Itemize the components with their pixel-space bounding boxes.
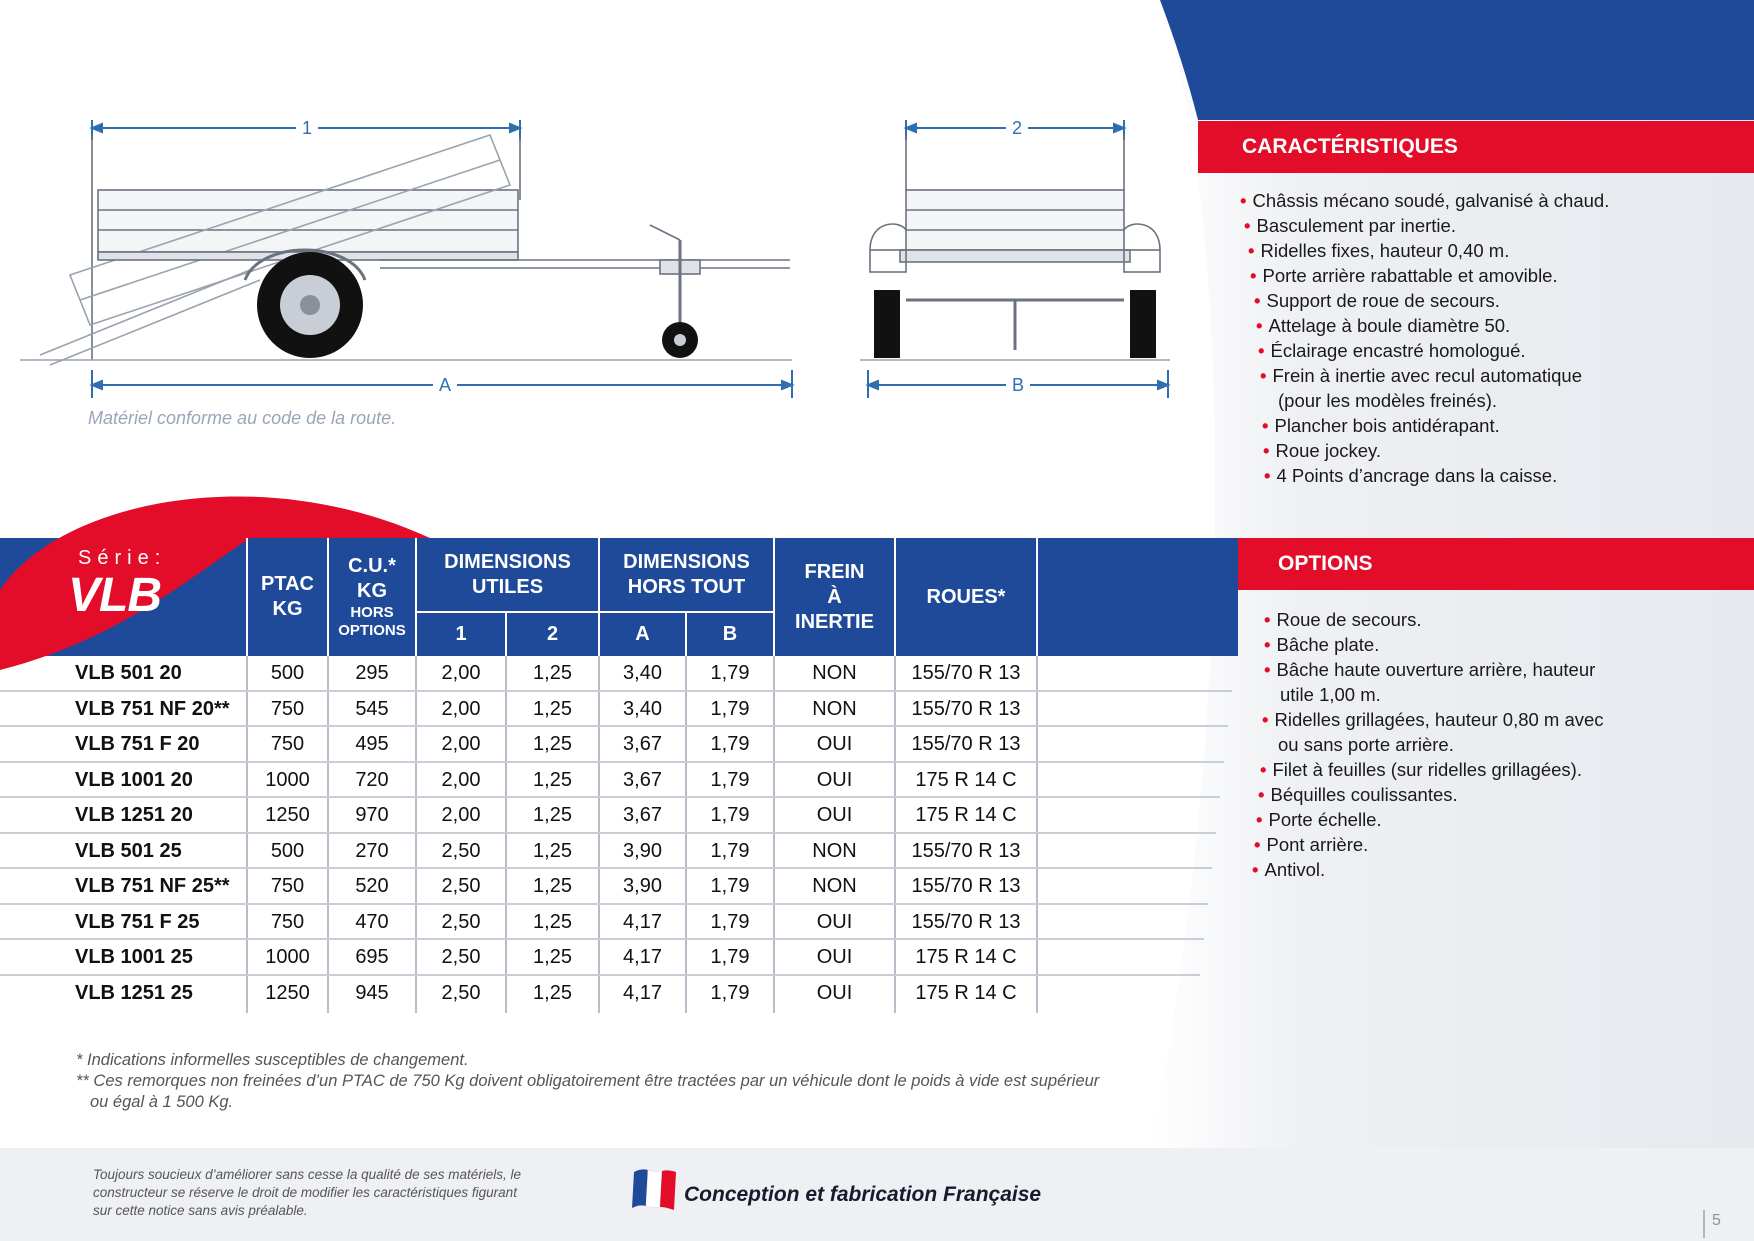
cell-dim-1: 2,00 xyxy=(441,697,481,720)
cell-dim-1: 2,00 xyxy=(441,662,481,684)
list-item: • Roue jockey. xyxy=(1263,440,1382,461)
cell-model: VLB 751 NF 20** xyxy=(75,697,230,720)
options-title: OPTIONS xyxy=(1278,552,1373,575)
cell-ptac: 750 xyxy=(270,875,305,897)
series-name: VLB xyxy=(68,569,161,622)
list-item: • Ridelles fixes, hauteur 0,40 m. xyxy=(1248,240,1510,261)
cell-dim-a: 4,17 xyxy=(623,981,662,1004)
cell-dim-2: 1,25 xyxy=(533,662,572,684)
cell-cu: 470 xyxy=(355,910,389,933)
characteristics-title: CARACTÉRISTIQUES xyxy=(1242,135,1458,158)
list-item: • Bâche haute ouverture arrière, hauteur utile 1,00 m. xyxy=(1254,657,1734,707)
cell-roues: 155/70 R 13 xyxy=(911,697,1021,720)
cell-cu: 695 xyxy=(355,946,389,968)
table-row xyxy=(0,905,1220,941)
list-item: • Frein à inertie avec recul automatique (pour les modèles freinés). xyxy=(1236,363,1716,413)
cell-dim-b: 1,79 xyxy=(710,839,750,862)
list-item: • Porte arrière rabattable et amovible. xyxy=(1250,265,1558,286)
cell-dim-2: 1,25 xyxy=(533,697,572,720)
list-item: • Pont arrière. xyxy=(1254,834,1369,855)
cell-dim-a: 3,67 xyxy=(623,768,662,791)
bullet-icon: • xyxy=(1264,634,1271,655)
bullet-icon: • xyxy=(1263,440,1270,461)
cell-roues: 175 R 14 C xyxy=(915,768,1017,791)
cell-cu: 295 xyxy=(355,662,389,684)
french-flag-icon xyxy=(632,1166,678,1212)
header-sub-b: B xyxy=(722,623,738,645)
bullet-icon: • xyxy=(1252,859,1259,880)
list-item: • Support de roue de secours. xyxy=(1254,290,1500,311)
cell-dim-b: 1,79 xyxy=(710,662,750,684)
bullet-icon: • xyxy=(1260,759,1267,780)
cell-dim-2: 1,25 xyxy=(533,839,572,862)
cell-frein: OUI xyxy=(816,946,853,968)
cell-dim-2: 1,25 xyxy=(533,875,572,897)
list-item-continuation: ou sans porte arrière. xyxy=(1278,734,1454,755)
cell-ptac: 1000 xyxy=(265,946,310,968)
characteristics-header xyxy=(1198,121,1754,173)
cell-frein: NON xyxy=(812,839,857,862)
cell-dim-b: 1,79 xyxy=(710,804,750,826)
list-item: • Basculement par inertie. xyxy=(1244,215,1456,236)
cell-dim-a: 4,17 xyxy=(623,910,662,933)
header-sub-1: 1 xyxy=(455,623,467,645)
header-dimensions-utiles: DIMENSIONS UTILES xyxy=(444,551,571,598)
cell-roues: 155/70 R 13 xyxy=(911,839,1021,862)
cell-dim-1: 2,00 xyxy=(441,804,481,826)
list-item: • Éclairage encastré homologué. xyxy=(1258,340,1526,361)
cell-cu: 945 xyxy=(355,981,389,1004)
header-dimensions-hors-tout: DIMENSIONS HORS TOUT xyxy=(623,551,750,598)
cell-dim-2: 1,25 xyxy=(533,981,572,1004)
cell-roues: 155/70 R 13 xyxy=(911,910,1021,933)
footnote-2: ** Ces remorques non freinées d’un PTAC de 750 Kg doivent obligatoirement être tractées par un véhicule dont le poids à vide est supérieur ou égal à 1 500 Kg. xyxy=(76,1072,1100,1111)
cell-dim-a: 3,90 xyxy=(623,875,662,897)
cell-cu: 270 xyxy=(355,839,389,862)
dimension-label-b: B xyxy=(1006,375,1030,395)
cell-roues: 175 R 14 C xyxy=(915,946,1017,968)
list-item: • 4 Points d’ancrage dans la caisse. xyxy=(1264,465,1558,486)
list-item: • Châssis mécano soudé, galvanisé à chaud. xyxy=(1240,190,1610,211)
cell-cu: 520 xyxy=(355,875,389,897)
cell-dim-b: 1,79 xyxy=(710,981,750,1004)
cell-ptac: 750 xyxy=(270,697,305,720)
cell-ptac: 500 xyxy=(270,662,305,684)
cell-model: VLB 1001 20 xyxy=(75,768,193,791)
table-row xyxy=(0,656,1220,692)
cell-roues: 155/70 R 13 xyxy=(911,875,1021,897)
cell-frein: OUI xyxy=(816,981,853,1004)
list-item-continuation: (pour les modèles freinés). xyxy=(1278,390,1498,411)
cell-dim-a: 3,40 xyxy=(623,662,662,684)
table-row xyxy=(0,763,1220,799)
bullet-icon: • xyxy=(1264,465,1271,486)
list-item: • Plancher bois antidérapant. xyxy=(1262,415,1500,436)
list-item: • Antivol. xyxy=(1252,859,1326,880)
header-divider xyxy=(1036,538,1038,656)
bullet-icon: • xyxy=(1262,709,1269,730)
bullet-icon: • xyxy=(1262,415,1269,436)
cell-frein: OUI xyxy=(816,804,853,826)
table-row xyxy=(0,727,1220,763)
characteristics-list xyxy=(1236,188,1716,488)
cell-model: VLB 751 F 25 xyxy=(75,910,200,933)
cell-roues: 175 R 14 C xyxy=(915,981,1017,1004)
trailer-side-view-drawing xyxy=(20,110,800,400)
cell-ptac: 500 xyxy=(270,839,305,862)
bullet-icon: • xyxy=(1258,340,1265,361)
list-item: • Bâche plate. xyxy=(1264,634,1380,655)
cell-dim-a: 3,67 xyxy=(623,733,662,755)
table-row xyxy=(0,976,1220,1012)
series-label: Série: xyxy=(78,547,167,569)
page-number: 5 xyxy=(1712,1212,1721,1229)
cell-model: VLB 751 F 20 xyxy=(75,733,200,755)
table-row xyxy=(0,798,1220,834)
drawing-compliance-note: Matériel conforme au code de la route. xyxy=(88,408,397,428)
cell-dim-b: 1,79 xyxy=(710,875,750,897)
cell-roues: 175 R 14 C xyxy=(915,804,1017,826)
cell-model: VLB 501 20 xyxy=(75,662,182,684)
options-header xyxy=(1238,538,1754,590)
cell-ptac: 1250 xyxy=(265,804,310,826)
cell-ptac: 750 xyxy=(270,910,305,933)
bullet-icon: • xyxy=(1256,809,1263,830)
footnote-1: * Indications informelles susceptibles de changement. xyxy=(76,1051,469,1069)
cell-model: VLB 1251 20 xyxy=(75,804,193,826)
bullet-icon: • xyxy=(1256,315,1263,336)
cell-dim-1: 2,50 xyxy=(441,946,481,968)
bullet-icon: • xyxy=(1240,190,1247,211)
dimension-label-2: 2 xyxy=(1006,118,1028,138)
list-item-continuation: utile 1,00 m. xyxy=(1280,684,1381,705)
cell-dim-2: 1,25 xyxy=(533,804,572,826)
bullet-icon: • xyxy=(1250,265,1257,286)
cell-cu: 720 xyxy=(355,768,389,791)
cell-dim-1: 2,00 xyxy=(441,768,481,791)
cell-dim-2: 1,25 xyxy=(533,910,572,933)
cell-frein: OUI xyxy=(816,733,853,755)
cell-dim-a: 3,90 xyxy=(623,839,662,862)
cell-frein: NON xyxy=(812,662,857,684)
footnotes xyxy=(76,1050,1116,1113)
cell-cu: 495 xyxy=(355,733,389,755)
cell-dim-b: 1,79 xyxy=(710,768,750,791)
header-frein: FREIN À INERTIE xyxy=(795,560,874,633)
table-row xyxy=(0,692,1220,728)
bullet-icon: • xyxy=(1264,609,1271,630)
bullet-icon: • xyxy=(1244,215,1251,236)
cell-model: VLB 751 NF 25** xyxy=(75,875,230,897)
cell-roues: 155/70 R 13 xyxy=(911,733,1021,755)
cell-model: VLB 501 25 xyxy=(75,839,182,862)
cell-dim-2: 1,25 xyxy=(533,946,572,968)
list-item: • Porte échelle. xyxy=(1256,809,1382,830)
cell-ptac: 1000 xyxy=(265,768,310,791)
cell-cu: 545 xyxy=(355,697,389,720)
cell-ptac: 1250 xyxy=(265,981,310,1004)
cell-dim-2: 1,25 xyxy=(533,733,572,755)
cell-dim-a: 4,17 xyxy=(623,946,662,968)
list-item: • Attelage à boule diamètre 50. xyxy=(1256,315,1511,336)
table-row xyxy=(0,940,1220,976)
cell-dim-1: 2,50 xyxy=(441,981,481,1004)
cell-dim-1: 2,50 xyxy=(441,875,481,897)
cell-dim-b: 1,79 xyxy=(710,733,750,755)
table-row xyxy=(0,869,1220,905)
cell-frein: NON xyxy=(812,875,857,897)
header-roues: ROUES* xyxy=(926,585,1006,608)
bullet-icon: • xyxy=(1254,834,1261,855)
cell-dim-a: 3,67 xyxy=(623,804,662,826)
cell-frein: OUI xyxy=(816,910,853,933)
cell-model: VLB 1251 25 xyxy=(75,981,193,1004)
dimension-label-1: 1 xyxy=(296,118,318,138)
bullet-icon: • xyxy=(1264,659,1271,680)
table-row xyxy=(0,834,1220,870)
bullet-icon: • xyxy=(1248,240,1255,261)
cell-roues: 155/70 R 13 xyxy=(911,662,1021,684)
made-in-france-label: Conception et fabrication Française xyxy=(684,1183,1042,1206)
cell-dim-b: 1,79 xyxy=(710,910,750,933)
dimension-label-a: A xyxy=(433,375,457,395)
options-list xyxy=(1254,607,1734,882)
trailer-rear-view-drawing xyxy=(860,110,1180,400)
page-number-divider xyxy=(1703,1210,1705,1238)
list-item: • Filet à feuilles (sur ridelles grillagées). xyxy=(1260,759,1582,780)
bullet-icon: • xyxy=(1254,290,1261,311)
cell-cu: 970 xyxy=(355,804,389,826)
list-item: • Ridelles grillagées, hauteur 0,80 m avec ou sans porte arrière. xyxy=(1254,707,1734,757)
cell-dim-b: 1,79 xyxy=(710,946,750,968)
cell-model: VLB 1001 25 xyxy=(75,946,193,968)
header-ptac: PTAC KG xyxy=(261,573,314,620)
footer-legal-notice: Toujours soucieux d’améliorer sans cesse la qualité de ses matériels, le constructeur se réserve le droit de modifier les caractéristiques figurant sur cette notice sans avis préalable. xyxy=(93,1167,521,1218)
header-cu: C.U.* KG HORS OPTIONS xyxy=(338,555,406,639)
cell-frein: NON xyxy=(812,697,857,720)
cell-dim-1: 2,50 xyxy=(441,910,481,933)
list-item: • Béquilles coulissantes. xyxy=(1258,784,1458,805)
cell-dim-a: 3,40 xyxy=(623,697,662,720)
header-sub-a: A xyxy=(635,623,650,645)
list-item: • Roue de secours. xyxy=(1264,609,1422,630)
cell-dim-1: 2,00 xyxy=(441,733,481,755)
cell-frein: OUI xyxy=(816,768,853,791)
cell-dim-b: 1,79 xyxy=(710,697,750,720)
bullet-icon: • xyxy=(1260,365,1267,386)
cell-dim-2: 1,25 xyxy=(533,768,572,791)
header-sub-2: 2 xyxy=(546,623,559,645)
cell-dim-1: 2,50 xyxy=(441,839,481,862)
cell-ptac: 750 xyxy=(270,733,305,755)
bullet-icon: • xyxy=(1258,784,1265,805)
